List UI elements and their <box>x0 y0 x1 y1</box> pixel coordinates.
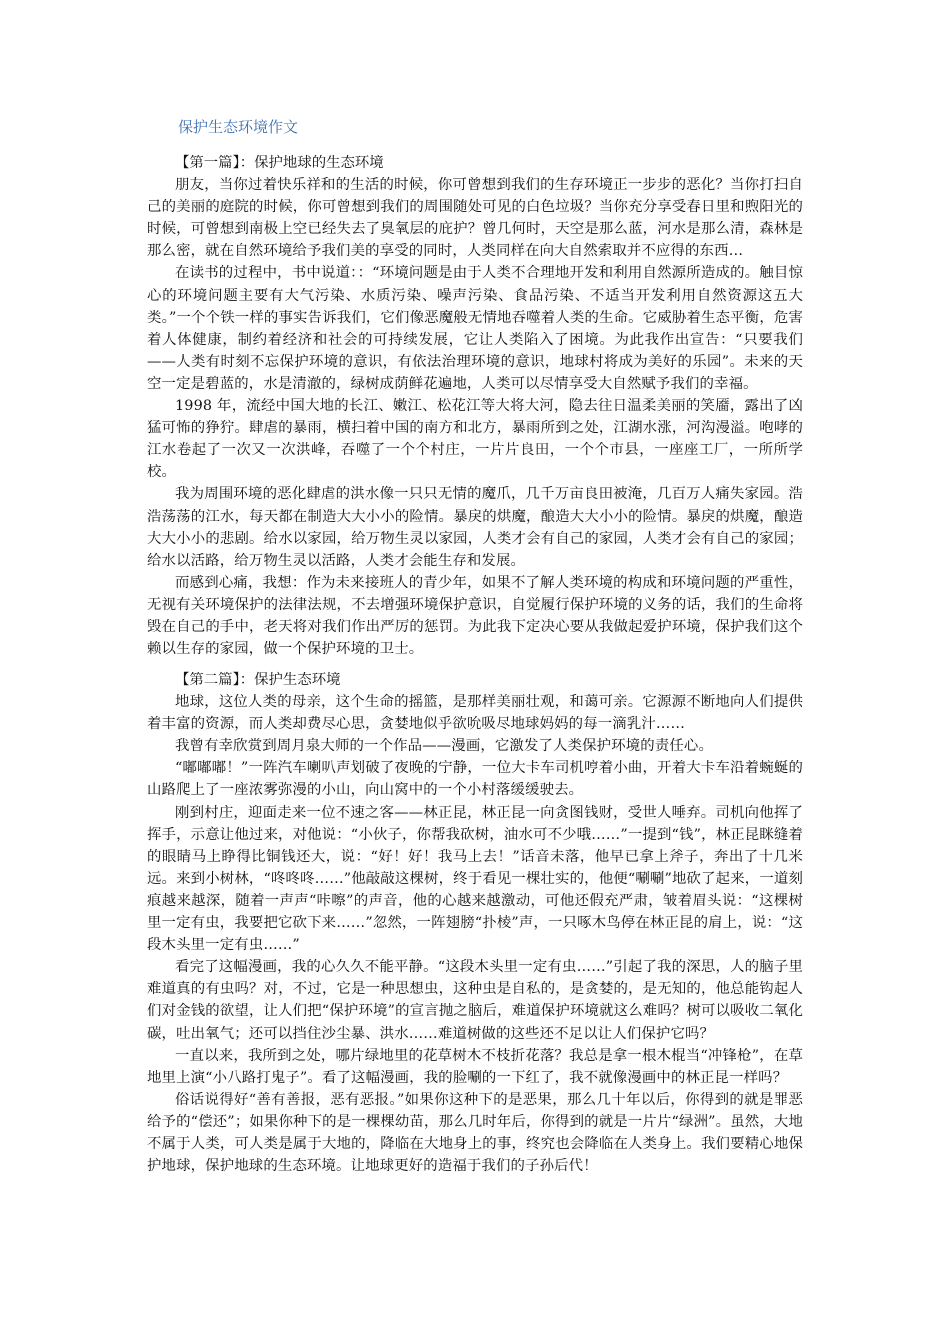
section-heading: 【第一篇】：保护地球的生态环境 <box>175 155 384 171</box>
paragraph: 地球，这位人类的母亲，这个生命的摇篮，是那样美丽壮观，和蔼可亲。它源源不断地向人们提供着丰富的资源，而人类却费尽心思，贪婪地似乎欲吮吸尽地球妈妈的每一滴乳汁…… <box>147 694 803 733</box>
paragraph: 在读书的过程中，书中说道：：“环境问题是由于人类不合理地开发和利用自然源所造成的。触目惊心的环境问题主要有大气污染、水质污染、噪声污染、食品污染、不适当开发利用自然资源这五大类。”一个个铁一样的事实告诉我们，它们像恶魔般无情地吞噬着人类的生命。它威胁着生态平衡，危害着人体健康，制约着经济和社会的可持续发展，它让人类陷入了困境。为此我作出宣告：“只要我们——人类有时刻不忘保护环境的意识，有依法治理环境的意识，地球村将成为美好的乐园”。未来的天空一定是碧蓝的，水是清澈的，绿树成荫鲜花遍地，人类可以尽情享受大自然赋予我们的幸福。 <box>147 265 803 392</box>
paragraph: 看完了这幅漫画，我的心久久不能平静。“这段木头里一定有虫……”引起了我的深思，人的脑子里难道真的有虫吗？对，不过，它是一种思想虫，这种虫是自私的，是贪婪的，是无知的，他总能钩起人们对金钱的欲望，让人们把“保护环境”的宣言抛之脑后，难道保护环境就这么难吗？树可以吸收二氧化碳，吐出氧气；还可以挡住沙尘暴、洪水……难道树做的这些还不足以让人们保护它吗？ <box>147 959 803 1042</box>
paragraph: 刚到村庄，迎面走来一位不速之客——林正昆，林正昆一向贪图钱财，受世人唾弃。司机向他挥了挥手，示意让他过来，对他说：“小伙子，你帮我砍树，油水可不少哦……”一提到“钱”，林正昆眯缝着的眼睛马上睁得比铜钱还大，说：“好！好！我马上去！”话音未落，他早已拿上斧子，奔出了十几米远。来到小树林，“咚咚咚……”他敲敲这棵树，终于看见一棵壮实的，他便“唰唰”地砍了起来，一道刻痕越来越深，随着一声声“咔嚓”的声音，他的心越来越激动，可他还假充严肃，皱着眉头说：“这棵树里一定有虫，我要把它砍下来……”忽然，一阵翅膀“扑棱”声，一只啄木鸟停在林正昆的肩上，说：“这段木头里一定有虫……” <box>147 804 803 954</box>
paragraph: “嘟嘟嘟！”一阵汽车喇叭声划破了夜晚的宁静，一位大卡车司机哼着小曲，开着大卡车沿着蜿蜒的山路爬上了一座浓雾弥漫的小山，向山窝中的一个小村落缓缓驶去。 <box>147 760 803 799</box>
paragraph: 一直以来，我所到之处，哪片绿地里的花草树木不枝折花落？我总是拿一根木棍当“冲锋枪”，在草地里上演“小八路打鬼子”。看了这幅漫画，我的脸唰的一下红了，我不就像漫画中的林正昆一样吗？ <box>147 1047 803 1086</box>
document-title: 保护生态环境作文 <box>178 118 299 136</box>
paragraph: 而感到心痛，我想：作为未来接班人的青少年，如果不了解人类环境的构成和环境问题的严重性，无视有关环境保护的法律法规，不去增强环境保护意识，自觉履行保护环境的义务的话，我们的生命将毁在自己的手中，老天将对我们作出严厉的惩罚。为此我下定决心要从我做起爱护环境，保护我们这个赖以生存的家园，做一个保护环境的卫士。 <box>147 574 803 658</box>
paragraph: 俗话说得好“善有善报，恶有恶报。”如果你这种下的是恶果，那么几十年以后，你得到的就是罪恶给予的“偿还”；如果你种下的是一棵棵幼苗，那么几时年后，你得到的就是一片片“绿洲”。虽然，大地不属于人类，可人类是属于大地的，降临在大地身上的事，终究也会降临在人类身上。我们要精心地保护地球，保护地球的生态环境。让地球更好的造福于我们的子孙后代！ <box>147 1091 803 1175</box>
paragraph: 我为周围环境的恶化肆虐的洪水像一只只无情的魔爪，几千万亩良田被淹，几百万人痛失家园。浩浩荡荡的江水，每天都在制造大大小小的险情。暴戾的烘魔，酿造大大小小的险情。暴戾的烘魔，酿造大大小小的悲剧。给水以家园，给万物生灵以家园，人类才会有自己的家园，人类才会有自己的家园；给水以活路，给万物生灵以活路，人类才会能生存和发展。 <box>147 486 803 569</box>
section-2 <box>147 669 803 1177</box>
section-1 <box>147 152 803 660</box>
paragraph: 朋友，当你过着快乐祥和的生活的时候，你可曾想到我们的生存环境正一步步的恶化？当你打扫自己的美丽的庭院的时候，你可曾想到我们的周围随处可见的白色垃圾？当你充分享受春日里和煦阳光的时候，可曾想到南极上空已经失去了臭氧层的庇护？曾几何时，天空是那么蓝，河水是那么清，森林是那么密，就在自然环境给予我们美的享受的同时，人类同样在向大自然索取并不应得的东西… <box>147 177 803 260</box>
section-heading: 【第二篇】：保护生态环境 <box>175 672 341 688</box>
paragraph: 我曾有幸欣赏到周月泉大师的一个作品——漫画，它激发了人类保护环境的责任心。 <box>175 738 714 755</box>
paragraph: 1998 年，流经中国大地的长江、嫩江、松花江等大将大河，隐去往日温柔美丽的笑靥，露出了凶猛可怖的狰狞。肆虐的暴雨，横扫着中国的南方和北方，暴雨所到之处，江湖水涨，河沟漫溢。咆哮的江水卷起了一次又一次洪峰，吞噬了一个个村庄，一片片良田，一个个市县，一座座工厂，一所所学校。 <box>147 398 803 481</box>
